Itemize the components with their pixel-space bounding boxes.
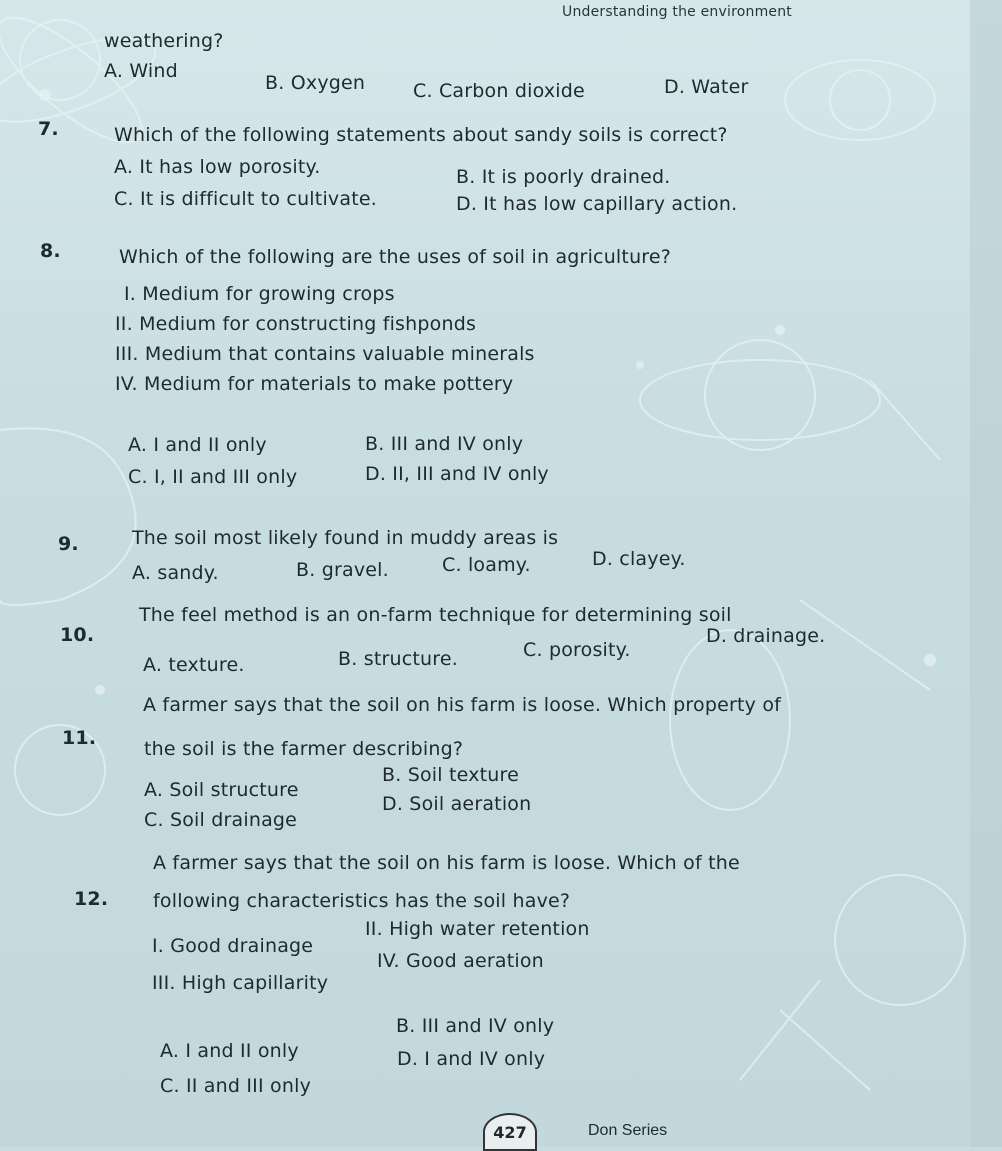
q11-option-b: B. Soil texture [382,764,520,786]
q10-option-a: A. texture. [143,654,245,676]
q10-option-d: D. drainage. [706,625,826,647]
q10-number: 10. [60,624,95,646]
q11-stem-line2: the soil is the farmer describing? [144,738,464,760]
q9-option-d: D. clayey. [592,548,686,570]
q8-option-b: B. III and IV only [365,433,524,455]
q11-option-a: A. Soil structure [144,779,299,801]
q12-item-i: I. Good drainage [152,935,314,957]
q7-stem: Which of the following statements about sandy soils is correct? [114,124,728,146]
chapter-header: Understanding the environment [562,4,792,20]
q8-item-i: I. Medium for growing crops [124,283,395,305]
q8-item-ii: II. Medium for constructing fishponds [115,313,477,335]
q12-option-d: D. I and IV only [397,1048,546,1070]
q7-option-c: C. It is difficult to cultivate. [114,188,377,210]
q12-option-a: A. I and II only [160,1040,299,1062]
q10-option-b: B. structure. [338,648,458,670]
q12-stem-line1: A farmer says that the soil on his farm is loose. Which of the [153,852,740,874]
q9-option-a: A. sandy. [132,562,219,584]
q8-option-d: D. II, III and IV only [365,463,549,485]
q12-option-c: C. II and III only [160,1075,312,1097]
q11-option-c: C. Soil drainage [144,809,298,831]
q12-item-iii: III. High capillarity [152,972,329,994]
q6-option-a: A. Wind [104,60,178,82]
q9-option-b: B. gravel. [296,559,389,581]
q6-option-c: C. Carbon dioxide [413,80,585,102]
q8-stem: Which of the following are the uses of soil in agriculture? [119,246,672,268]
q10-option-c: C. porosity. [523,639,631,661]
q7-option-d: D. It has low capillary action. [456,193,738,215]
q6-option-b: B. Oxygen [265,72,366,94]
page-number: 427 [483,1113,537,1151]
q6-stem: weathering? [104,30,224,52]
q8-item-iv: IV. Medium for materials to make pottery [115,373,514,395]
series-name: Don Series [588,1122,668,1139]
q8-number: 8. [40,240,61,262]
q7-option-b: B. It is poorly drained. [456,166,671,188]
q11-option-d: D. Soil aeration [382,793,532,815]
q8-option-c: C. I, II and III only [128,466,298,488]
q12-option-b: B. III and IV only [396,1015,555,1037]
q7-option-a: A. It has low porosity. [114,156,321,178]
q12-item-iv: IV. Good aeration [377,950,544,972]
q9-number: 9. [58,533,79,555]
q11-number: 11. [62,727,97,749]
q9-stem: The soil most likely found in muddy areas is [132,527,559,549]
q12-number: 12. [74,888,109,910]
q9-option-c: C. loamy. [442,554,531,576]
q6-option-d: D. Water [664,76,749,98]
q7-number: 7. [38,118,59,140]
q10-stem: The feel method is an on-farm technique for determining soil [139,604,732,626]
q12-stem-line2: following characteristics has the soil have? [153,890,571,912]
q8-option-a: A. I and II only [128,434,267,456]
q11-stem-line1: A farmer says that the soil on his farm is loose. Which property of [143,694,782,716]
q8-item-iii: III. Medium that contains valuable minerals [115,343,535,365]
q12-item-ii: II. High water retention [365,918,590,940]
